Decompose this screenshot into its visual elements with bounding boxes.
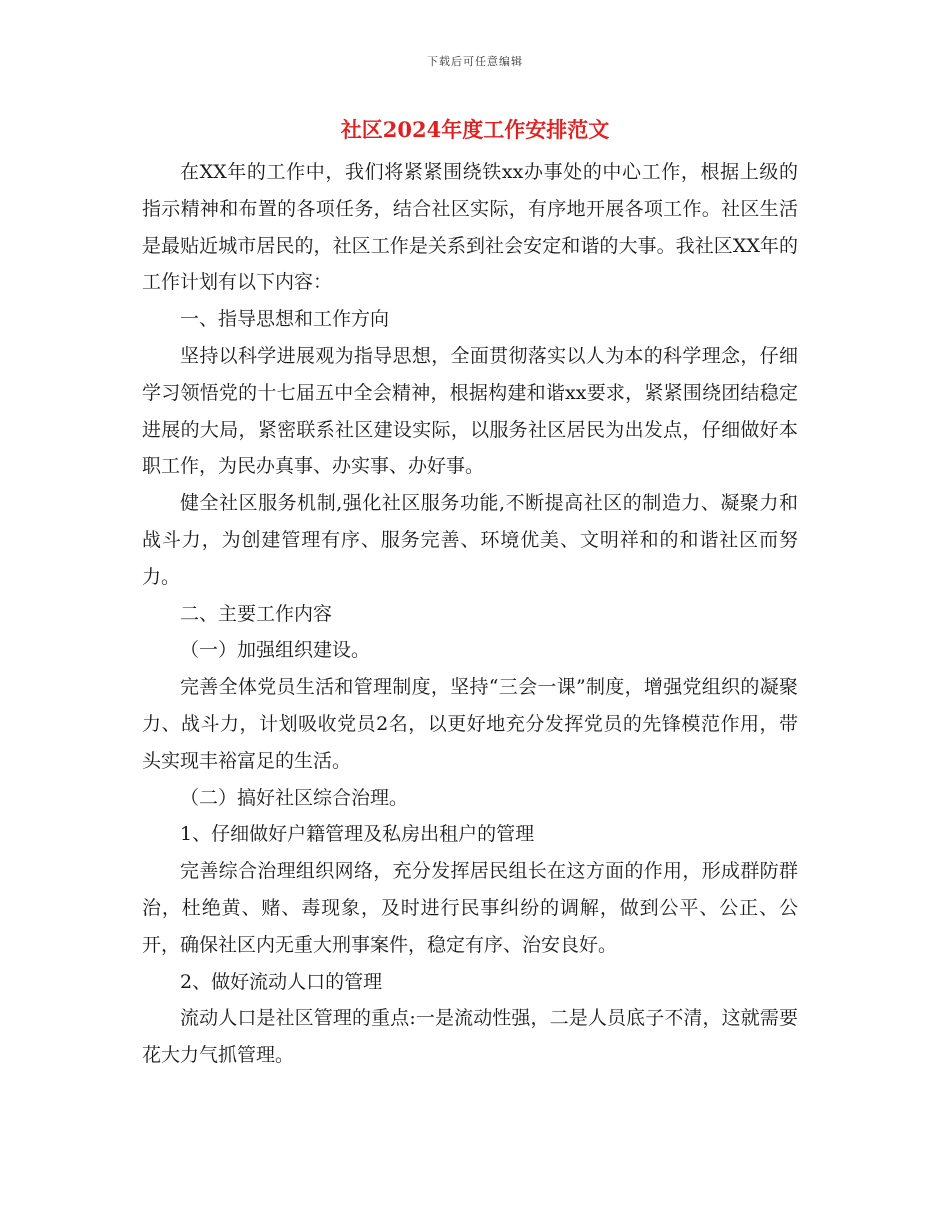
- paragraph-intro: 在XX年的工作中，我们将紧紧围绕铁xx办事处的中心工作，根据上级的指示精神和布置的各项任务，结合社区实际，有序地开展各项工作。社区生活是最贴近城市居民的，社区工作是关系到社会安定和谐的大事。我社区XX年的工作计划有以下内容：: [142, 161, 798, 294]
- heading-main-work: 二、主要工作内容: [180, 602, 333, 625]
- paragraph-governance-network: 完善综合治理组织网络，充分发挥居民组长在这方面的作用，形成群防群治，杜绝黄、赌、毒现象，及时进行民事纠纷的调解，做到公平、公正、公开，确保社区内无重大刑事案件，稳定有序、治安良好。: [142, 860, 798, 956]
- subheading-organization: （一）加强组织建设。: [180, 639, 371, 662]
- item-floating-population: 2、做好流动人口的管理: [180, 970, 383, 993]
- document-title: 社区2024年度工作安排范文: [340, 117, 610, 142]
- paragraph-service-mechanism: 健全社区服务机制,强化社区服务功能,不断提高社区的制造力、凝聚力和战斗力，为创建管理有序、服务完善、环境优美、文明祥和的和谐社区而努力。: [142, 492, 798, 588]
- paragraph-organization: 完善全体党员生活和管理制度，坚持“三会一课”制度，增强党组织的凝聚力、战斗力，计划吸收党员2名，以更好地充分发挥党员的先锋模范作用，带头实现丰裕富足的生活。: [142, 676, 798, 772]
- item-household-registration: 1、仔细做好户籍管理及私房出租户的管理: [180, 823, 535, 846]
- paragraph-floating-population: 流动人口是社区管理的重点:一是流动性强，二是人员底子不清，这就需要花大力气抓管理。: [142, 1007, 798, 1067]
- subheading-governance: （二）搞好社区综合治理。: [180, 786, 409, 809]
- document-body: [142, 154, 798, 1074]
- page-header-note: 下载后可任意编辑: [427, 55, 523, 68]
- paragraph-guiding-ideology: 坚持以科学进展观为指导思想，全面贯彻落实以人为本的科学理念，仔细学习领悟党的十七届五中全会精神，根据构建和谐xx要求，紧紧围绕团结稳定进展的大局，紧密联系社区建设实际，以服务社区居民为出发点，仔细做好本职工作，为民办真事、办实事、办好事。: [142, 344, 798, 478]
- heading-guiding-ideology: 一、指导思想和工作方向: [180, 308, 390, 331]
